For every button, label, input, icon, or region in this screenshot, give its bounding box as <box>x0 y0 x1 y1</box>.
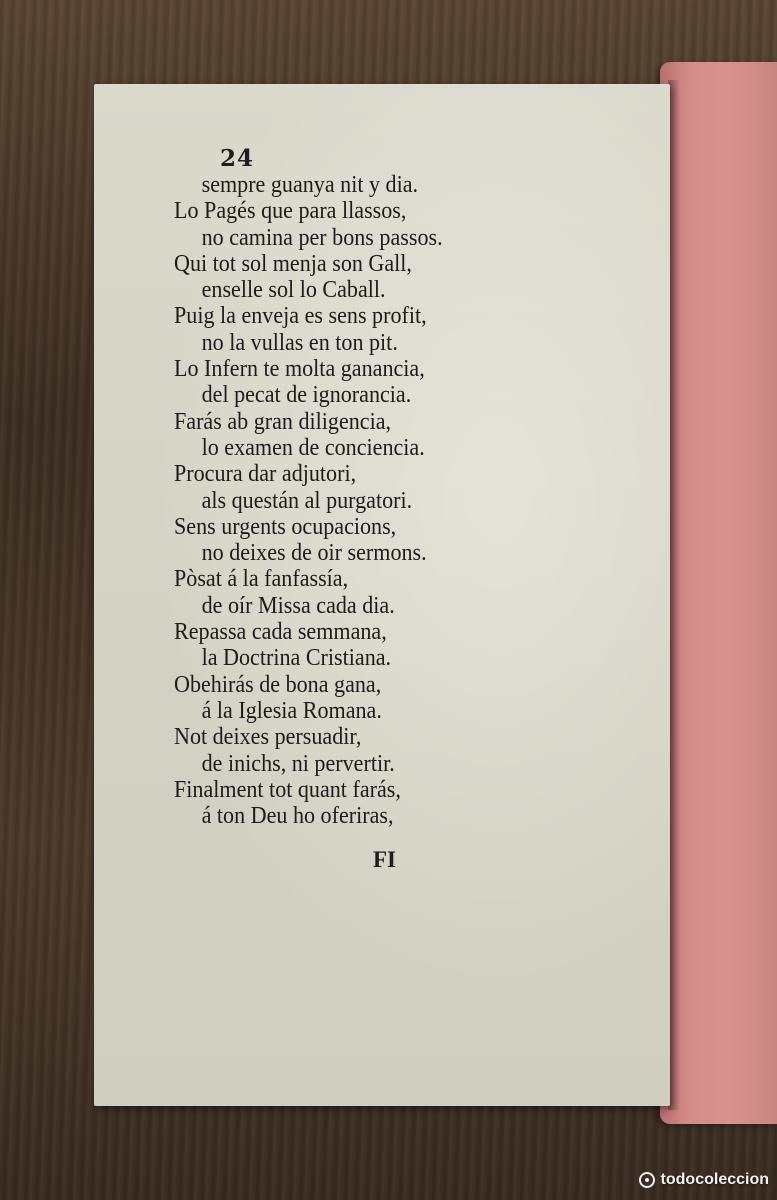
verse-line: Not deixes persuadir, <box>174 724 362 751</box>
page-number: 24 <box>220 145 255 172</box>
verse-line: no deixes de oir sermons. <box>201 540 427 567</box>
verse-line: Qui tot sol menja son Gall, <box>174 250 412 277</box>
verse-line: de oír Missa cada dia. <box>201 592 395 619</box>
verse-line: Pòsat á la fanfassía, <box>174 566 349 593</box>
verse-line: als questán al purgatori. <box>201 487 413 514</box>
verse-block <box>174 172 606 829</box>
verse-line: Lo Infern te molta ganancia, <box>174 356 425 383</box>
verse-line: lo examen de conciencia. <box>201 434 425 461</box>
verse-line: Lo Pagés que para llassos, <box>174 198 407 225</box>
verse-line: á ton Deu ho oferiras, <box>201 803 394 830</box>
watermark <box>639 1168 769 1192</box>
verse-line: Sens urgents ocupacions, <box>174 513 397 540</box>
verse-line: Obehirás de bona gana, <box>174 671 382 698</box>
verse-line: no camina per bons passos. <box>201 224 443 251</box>
verse-line: enselle sol lo Caball. <box>201 277 386 304</box>
todocoleccion-logo-icon <box>639 1172 655 1188</box>
verse-line: Finalment tot quant farás, <box>174 776 401 803</box>
verse-line: la Doctrina Cristiana. <box>201 645 392 672</box>
end-mark: FI <box>373 847 396 872</box>
verse-line: Puig la enveja es sens profit, <box>174 303 427 330</box>
verse-line: de inichs, ni pervertir. <box>201 750 395 777</box>
watermark-text: todocoleccion <box>660 1171 769 1188</box>
verse-line: no la vullas en ton pit. <box>201 329 398 356</box>
verse-line: Procura dar adjutori, <box>174 461 357 488</box>
verse-line: Repassa cada semmana, <box>174 619 387 646</box>
verse-line: sempre guanya nit y dia. <box>201 172 419 198</box>
verse-line: Farás ab gran diligencia, <box>174 408 392 435</box>
verse-line: á la Iglesia Romana. <box>201 697 382 724</box>
booklet-page <box>94 84 670 1106</box>
verse-line: del pecat de ignorancia. <box>201 382 412 409</box>
